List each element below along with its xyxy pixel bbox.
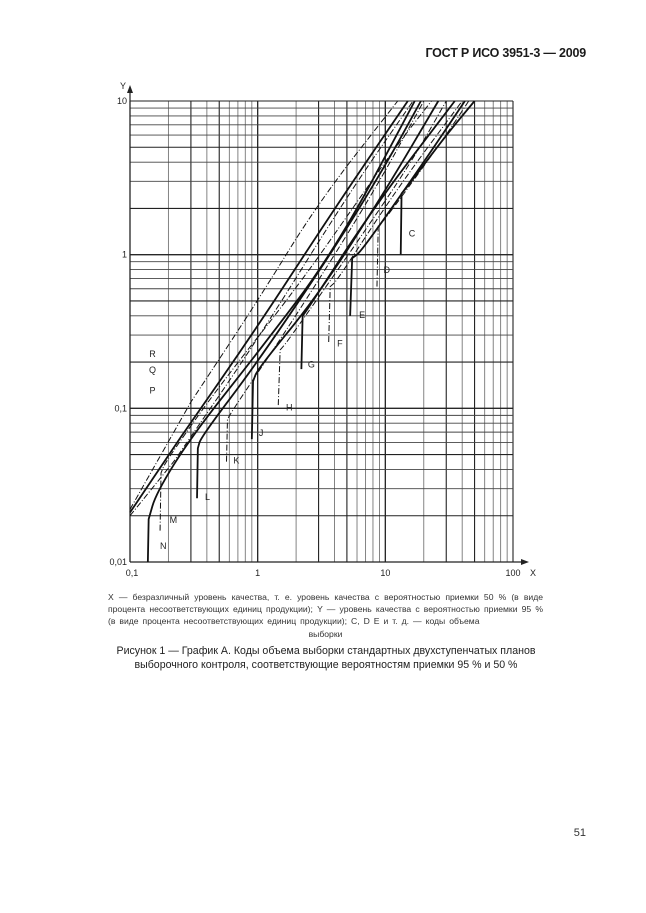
- curve-label-p: P: [149, 385, 156, 396]
- curve-n: [148, 101, 415, 562]
- curve-j: [252, 101, 438, 439]
- x-tick-label: 100: [505, 568, 521, 578]
- curve-label-d: D: [383, 265, 390, 276]
- curve-label-k: K: [233, 455, 240, 466]
- x-tick-label: 1: [255, 568, 261, 578]
- legend-last-line: выборки: [308, 628, 343, 639]
- y-tick-label: 1: [121, 249, 127, 260]
- page-number: 51: [573, 827, 586, 839]
- x-tick-label: 0,1: [125, 568, 139, 578]
- x-axis-arrow-icon: [521, 559, 529, 565]
- y-tick-label: 0,01: [109, 557, 127, 567]
- caption-line-1: Рисунок 1 — График А. Коды объема выборки стандартных двухступенчатых планов: [116, 645, 536, 657]
- curve-q: [130, 101, 408, 512]
- document-header: ГОСТ Р ИСО 3951-3 — 2009: [425, 46, 586, 60]
- curve-label-l: L: [205, 492, 211, 503]
- figure-caption: [100, 644, 552, 672]
- x-tick-label: 10: [380, 568, 391, 578]
- curve-label-m: M: [169, 514, 178, 525]
- curve-label-c: C: [408, 228, 416, 239]
- y-tick-label: 10: [116, 96, 127, 106]
- curve-label-j: J: [258, 428, 264, 439]
- y-axis-label: Y: [119, 81, 126, 91]
- x-axis-label: X: [530, 568, 537, 578]
- curve-p: [130, 101, 413, 516]
- chart-legend-text: [108, 591, 543, 640]
- caption-line-2: выборочного контроля, соответствующие вероятностям приемки 95 % и 50 %: [134, 659, 518, 671]
- curve-label-q: Q: [148, 364, 156, 375]
- legend-body: X — безразличный уровень качества, т. е. уровень качества с вероятностью приемки 50 % (в виде процента несоответствующих единиц продукции); Y — уровень качества с вероятностью приемки 95 % (в виде процента несоответствующих единиц продукции); C, D E и т. д. — коды объема: [108, 592, 543, 627]
- curve-label-e: E: [359, 309, 366, 320]
- y-axis-arrow-icon: [127, 85, 133, 93]
- curve-label-n: N: [160, 541, 167, 552]
- curve-label-r: R: [149, 349, 156, 360]
- curve-label-h: H: [285, 402, 293, 413]
- y-tick-label: 0,1: [114, 403, 127, 414]
- curve-l: [197, 101, 421, 498]
- curve-label-g: G: [307, 359, 315, 370]
- curve-label-f: F: [337, 338, 343, 349]
